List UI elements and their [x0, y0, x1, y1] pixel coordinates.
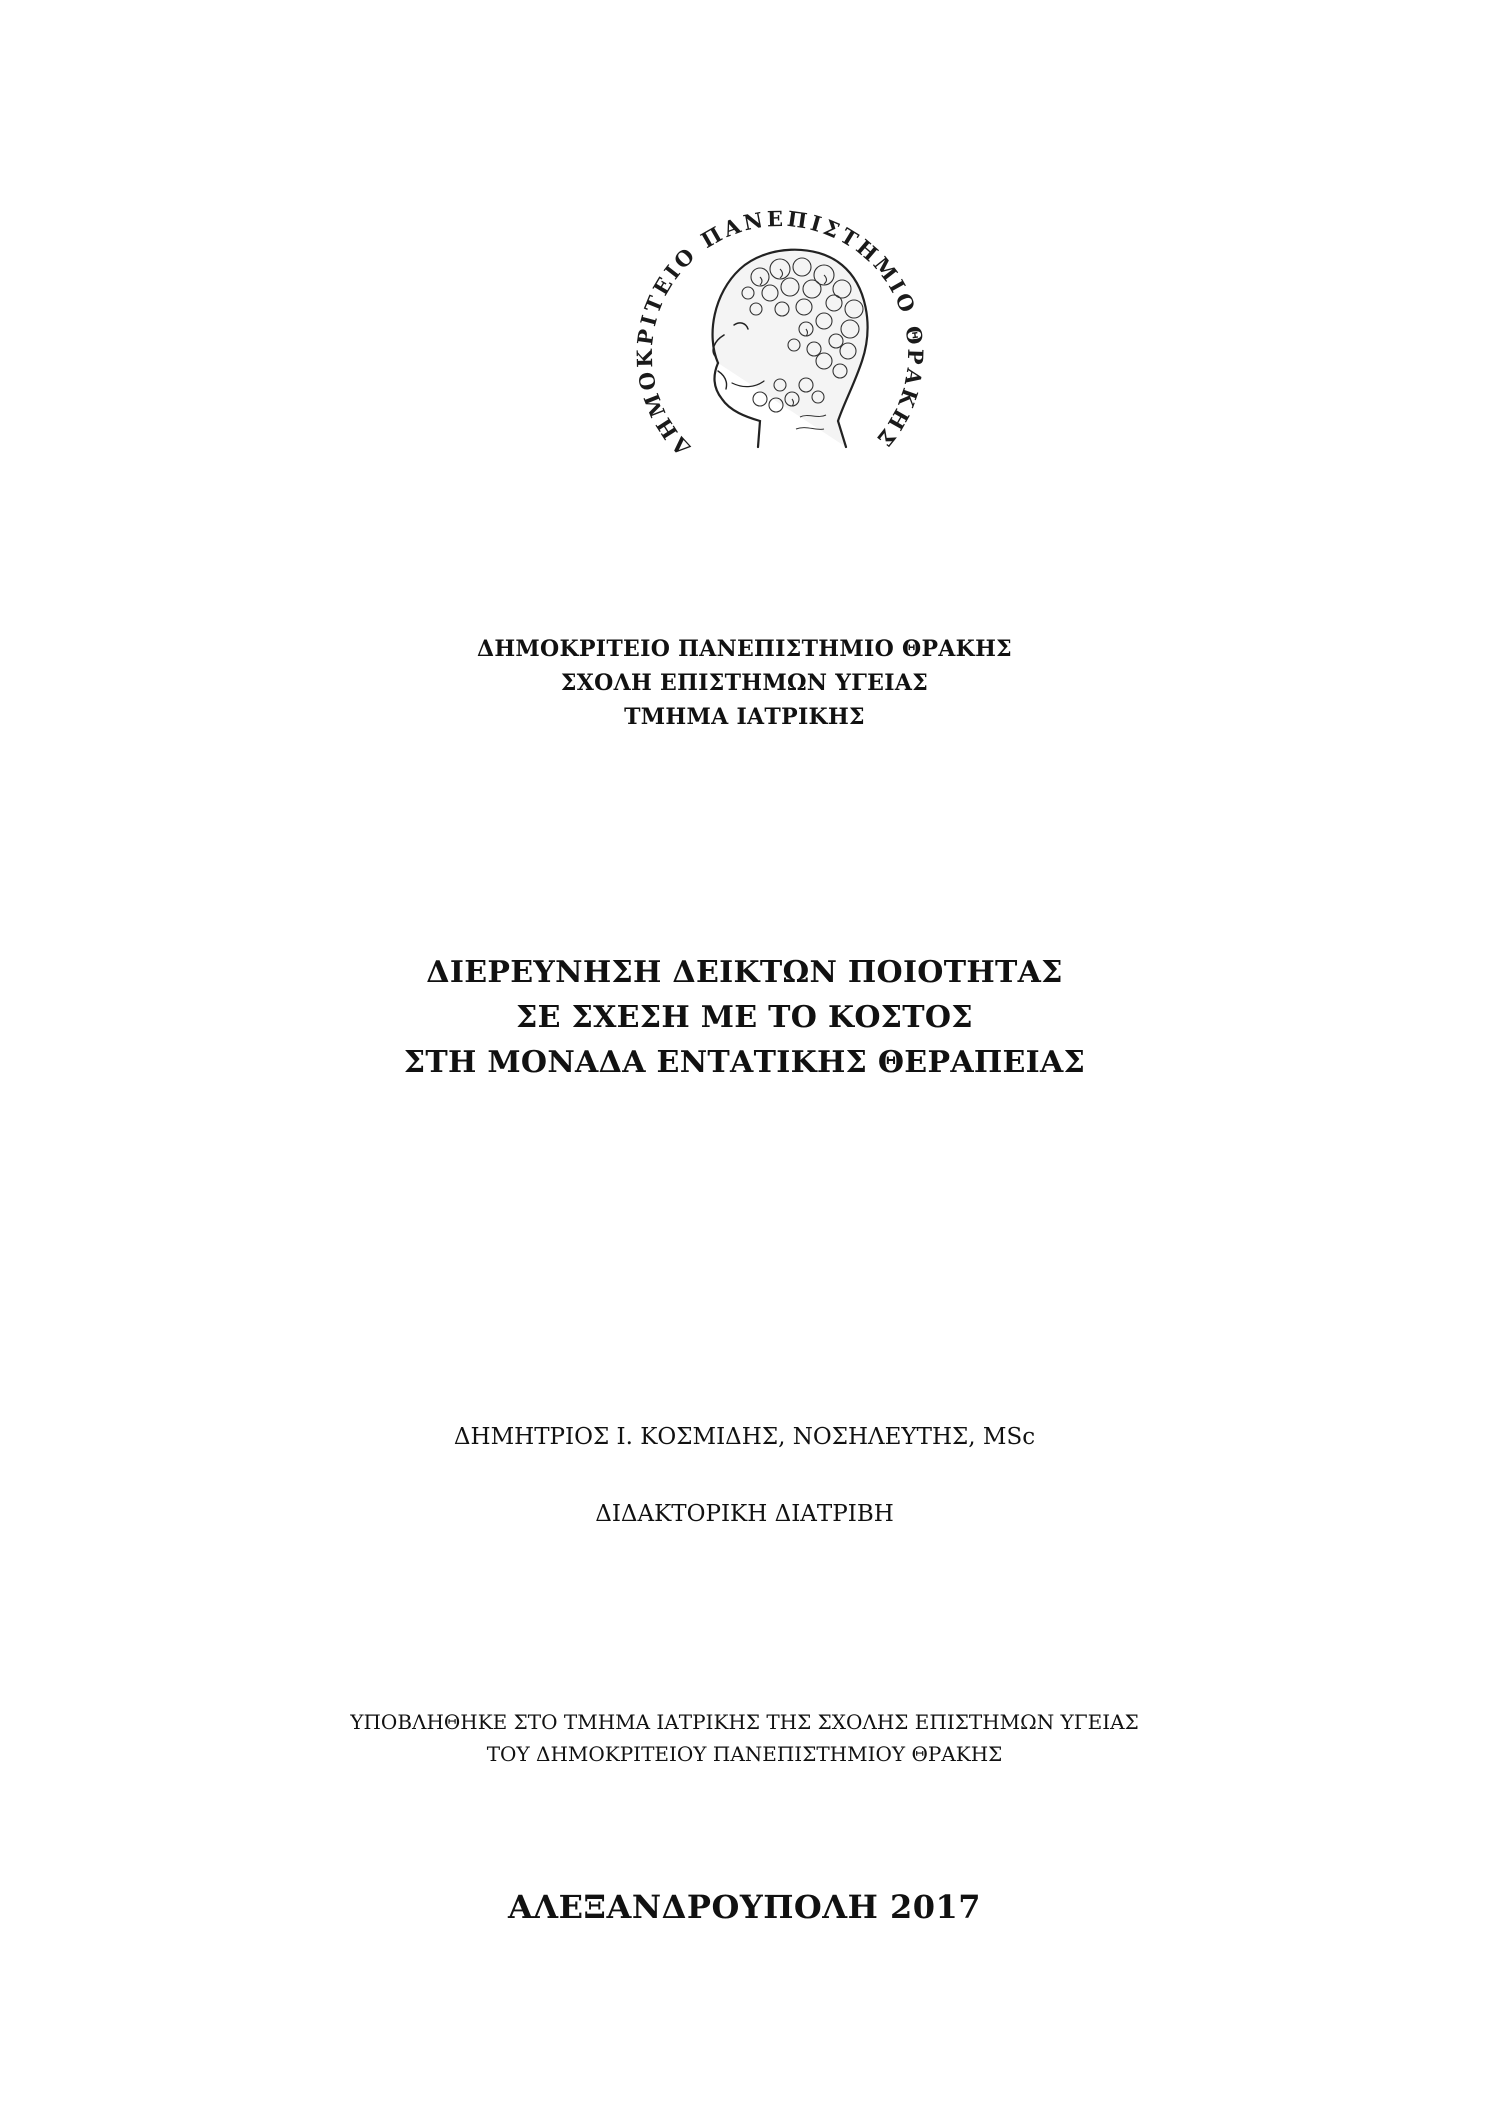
author-line: ΔΗΜΗΤΡΙΟΣ Ι. ΚΟΣΜΙΔΗΣ, ΝΟΣΗΛΕΥΤΗΣ, MSc	[453, 1424, 1036, 1450]
institution-header	[0, 632, 1489, 734]
university-name: ΔΗΜΟΚΡΙΤΕΙΟ ΠΑΝΕΠΙΣΤΗΜΙΟ ΘΡΑΚΗΣ	[476, 636, 1013, 662]
submission-statement	[0, 1706, 1489, 1770]
thesis-title	[0, 950, 1489, 1085]
submission-line-2: ΤΟΥ ΔΗΜΟΚΡΙΤΕΙΟΥ ΠΑΝΕΠΙΣΤΗΜΙΟΥ ΘΡΑΚΗΣ	[486, 1742, 1003, 1766]
submission-line-1: ΥΠΟΒΛΗΘΗΚΕ ΣΤΟ ΤΜΗΜΑ ΙΑΤΡΙΚΗΣ ΤΗΣ ΣΧΟΛΗΣ ΕΠΙΣΤΗΜΩΝ ΥΓΕΙΑΣ	[350, 1710, 1139, 1734]
school-name: ΣΧΟΛΗ ΕΠΙΣΤΗΜΩΝ ΥΓΕΙΑΣ	[560, 670, 929, 696]
university-seal	[610, 185, 950, 505]
title-line-2: ΣΕ ΣΧΕΣΗ ΜΕ ΤΟ ΚΟΣΤΟΣ	[516, 1000, 973, 1035]
title-line-3: ΣΤΗ ΜΟΝΑΔΑ ΕΝΤΑΤΙΚΗΣ ΘΕΡΑΠΕΙΑΣ	[403, 1045, 1086, 1080]
democritus-portrait-seal-icon	[610, 185, 950, 505]
thesis-type: ΔΙΔΑΚΤΟΡΙΚΗ ΔΙΑΤΡΙΒΗ	[595, 1501, 894, 1527]
department-name: ΤΜΗΜΑ ΙΑΤΡΙΚΗΣ	[624, 704, 865, 730]
svg-text:ΔΗΜΟΚΡΙΤΕΙΟ ΠΑΝΕΠΙΣΤΗΜΙΟ ΘΡΑΚΗ: ΔΗΜΟΚΡΙΤΕΙΟ ΠΑΝΕΠΙΣΤΗΜΙΟ ΘΡΑΚΗΣ	[631, 205, 929, 461]
place-year: ΑΛΕΞΑΝΔΡΟΥΠΟΛΗ 2017	[507, 1888, 982, 1926]
title-line-1: ΔΙΕΡΕΥΝΗΣΗ ΔΕΙΚΤΩΝ ΠΟΙΟΤΗΤΑΣ	[426, 955, 1063, 990]
